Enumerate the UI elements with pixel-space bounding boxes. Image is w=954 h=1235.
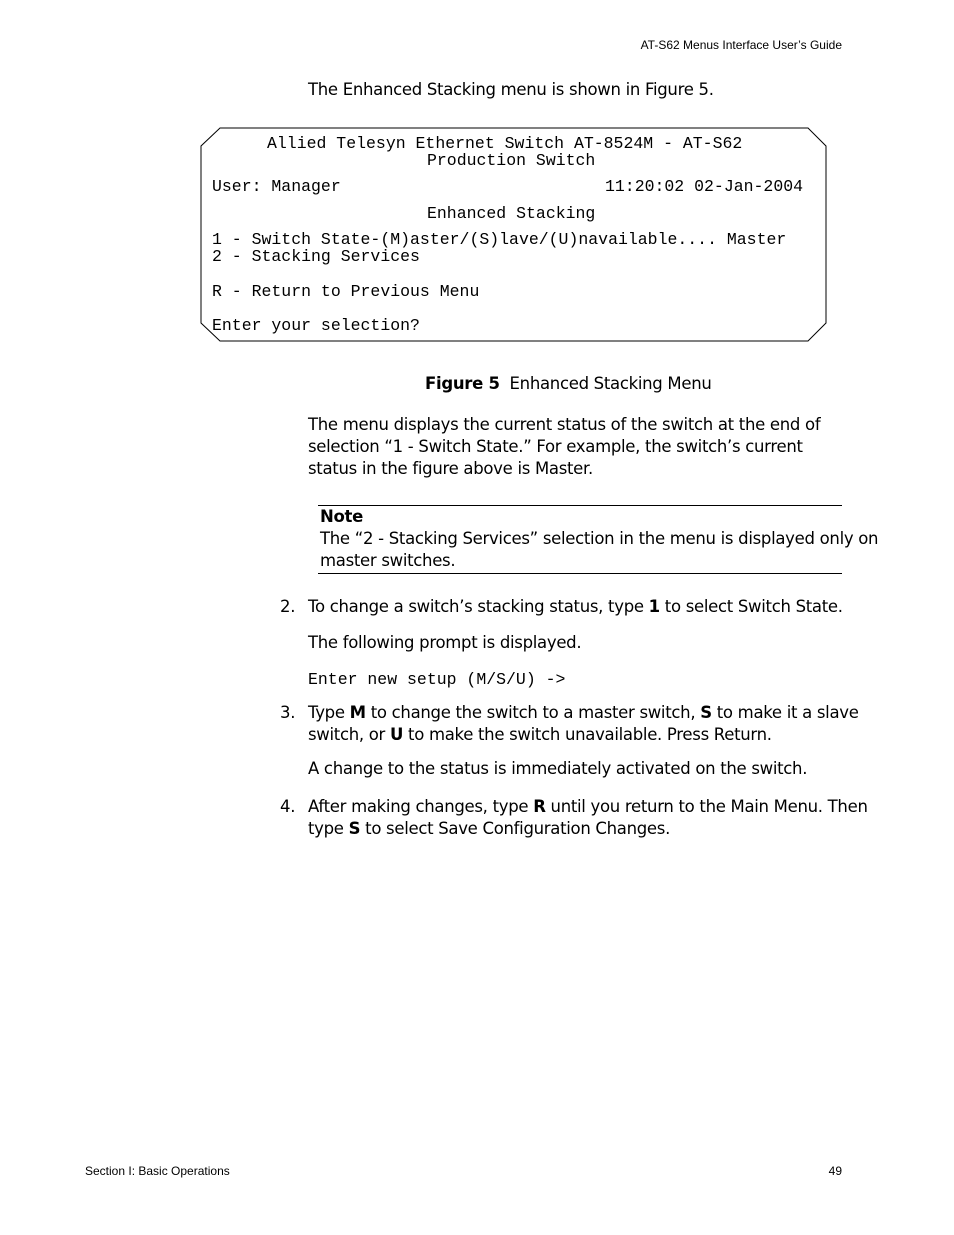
note-box bbox=[320, 506, 878, 572]
step4-text bbox=[308, 796, 868, 840]
terminal-subtitle-line: Production Switch bbox=[427, 151, 596, 170]
step-text: After making changes, type bbox=[308, 797, 534, 816]
terminal-prompt: Enter your selection? bbox=[212, 316, 420, 335]
step2-followup: The following prompt is displayed. bbox=[308, 633, 582, 652]
note-heading: Note bbox=[320, 507, 364, 526]
key-label: M bbox=[349, 703, 366, 722]
terminal-option-return: R - Return to Previous Menu bbox=[212, 282, 480, 301]
note-line: The “2 - Stacking Services” selection in the menu is displayed only on bbox=[320, 529, 879, 548]
paragraph-line: selection “1 - Switch State.” For example, the switch’s current bbox=[308, 437, 803, 456]
step-number: 4. bbox=[280, 797, 296, 816]
note-line: master switches. bbox=[320, 551, 456, 570]
terminal-menu-title: Enhanced Stacking bbox=[427, 204, 596, 223]
step-line bbox=[308, 702, 859, 724]
step-text: Type bbox=[308, 703, 350, 722]
step-text: to select Switch State. bbox=[659, 597, 843, 616]
terminal-screen bbox=[200, 127, 826, 341]
step-line bbox=[308, 818, 868, 840]
step-line bbox=[308, 796, 868, 818]
status-paragraph bbox=[308, 414, 820, 480]
paragraph-line: The menu displays the current status of the switch at the end of bbox=[308, 415, 821, 434]
step-text: To change a switch’s stacking status, type bbox=[308, 597, 649, 616]
step-text: to change the switch to a master switch, bbox=[365, 703, 701, 722]
key-label: S bbox=[700, 703, 712, 722]
figure-label: Figure 5 bbox=[425, 374, 500, 393]
running-header: AT-S62 Menus Interface User’s Guide bbox=[640, 38, 842, 52]
step-line bbox=[308, 724, 859, 746]
step-text: until you return to the Main Menu. Then bbox=[545, 797, 868, 816]
step-text: to select Save Configuration Changes. bbox=[360, 819, 671, 838]
step3-followup: A change to the status is immediately activated on the switch. bbox=[308, 759, 808, 778]
page-number: 49 bbox=[828, 1164, 842, 1178]
terminal-user: User: Manager bbox=[212, 177, 341, 196]
step-text: switch, or bbox=[308, 725, 390, 744]
intro-text: The Enhanced Stacking menu is shown in Figure 5. bbox=[308, 80, 714, 99]
paragraph-line: status in the figure above is Master. bbox=[308, 459, 593, 478]
step-text: to make the switch unavailable. Press Return. bbox=[403, 725, 772, 744]
terminal-option-switch-state: 1 - Switch State-(M)aster/(S)lave/(U)navailable.... Master bbox=[212, 230, 787, 249]
footer-section: Section I: Basic Operations bbox=[85, 1164, 230, 1178]
note-bottom-rule bbox=[318, 573, 842, 574]
key-label: R bbox=[533, 797, 546, 816]
figure-caption-text: Enhanced Stacking Menu bbox=[509, 374, 712, 393]
step3-text bbox=[308, 702, 859, 746]
terminal-timestamp: 11:20:02 02-Jan-2004 bbox=[605, 177, 804, 196]
figure-caption bbox=[425, 373, 712, 395]
terminal-option-stacking-services: 2 - Stacking Services bbox=[212, 247, 420, 266]
step-number: 3. bbox=[280, 703, 296, 722]
key-label: U bbox=[390, 725, 404, 744]
step2-text bbox=[308, 596, 843, 618]
step-text: to make it a slave bbox=[711, 703, 859, 722]
key-label: 1 bbox=[648, 597, 660, 616]
terminal-title-line: Allied Telesyn Ethernet Switch AT-8524M - AT-S62 bbox=[267, 134, 743, 153]
step-number: 2. bbox=[280, 597, 296, 616]
setup-prompt-code: Enter new setup (M/S/U) -> bbox=[308, 670, 566, 689]
key-label: S bbox=[348, 819, 361, 838]
step-text: type bbox=[308, 819, 349, 838]
